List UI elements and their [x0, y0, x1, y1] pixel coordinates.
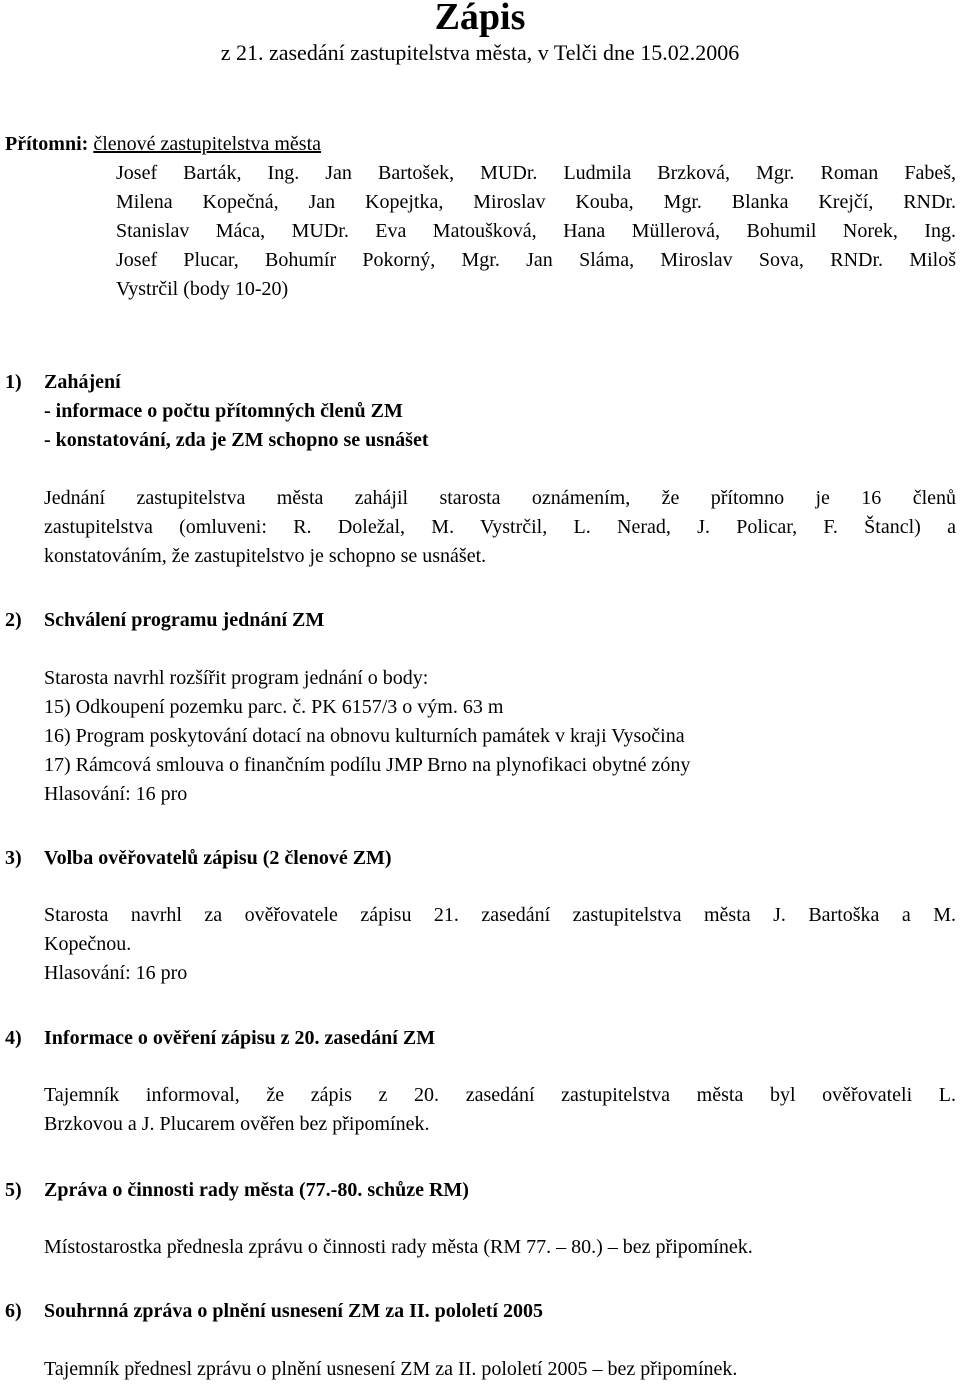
- attendance-line: Josef Barták, Ing. Jan Bartošek, MUDr. Ludmila Brzková, Mgr. Roman Fabeš,: [116, 162, 956, 184]
- document-subtitle: z 21. zasedání zastupitelstva města, v Telči dne 15.02.2006: [220, 40, 740, 65]
- item-3-line: Starosta navrhl za ověřovatele zápisu 21. zasedání zastupitelstva města J. Bartoška a M.: [44, 904, 956, 926]
- item-6-body: [44, 1355, 737, 1384]
- item-1-subpoint: - informace o počtu přítomných členů ZM: [44, 400, 403, 422]
- item-4-body: [44, 1081, 956, 1139]
- document-title: Zápis: [434, 0, 526, 38]
- attendance-line: Vystrčil (body 10-20): [116, 278, 289, 300]
- attendance-line: Stanislav Máca, MUDr. Eva Matoušková, Hana Müllerová, Bohumil Norek, Ing.: [116, 220, 956, 242]
- item-1-number: 1): [5, 371, 22, 393]
- attendance-line: Milena Kopečná, Jan Kopejtka, Miroslav Kouba, Mgr. Blanka Krejčí, RNDr.: [116, 191, 956, 213]
- item-2-line: Starosta navrhl rozšířit program jednání o body:: [44, 667, 429, 689]
- item-2-body: [44, 664, 690, 809]
- item-5-body: [44, 1233, 753, 1262]
- item-5-number: 5): [5, 1179, 22, 1201]
- item-2-line: 15) Odkoupení pozemku parc. č. PK 6157/3 o vým. 63 m: [44, 696, 504, 718]
- item-3-body: [44, 901, 956, 988]
- item-4-line: Tajemník informoval, že zápis z 20. zasedání zastupitelstva města byl ověřovateli L.: [44, 1084, 956, 1106]
- attendance-names: [116, 159, 956, 304]
- item-2-line: 17) Rámcová smlouva o finančním podílu JMP Brno na plynofikaci obytné zóny: [44, 754, 691, 776]
- item-4-heading: Informace o ověření zápisu z 20. zasedání ZM: [44, 1027, 436, 1049]
- item-2-line: Hlasování: 16 pro: [44, 783, 188, 805]
- attendance-label: Přítomni:: [5, 133, 89, 155]
- attendance-line: Josef Plucar, Bohumír Pokorný, Mgr. Jan Sláma, Miroslav Sova, RNDr. Miloš: [116, 249, 956, 271]
- attendance-label-row: [5, 130, 321, 159]
- item-6-number: 6): [5, 1300, 22, 1322]
- item-2-number: 2): [5, 609, 22, 631]
- item-4-number: 4): [5, 1027, 22, 1049]
- item-1-heading: Zahájení: [44, 371, 121, 393]
- item-1-line: konstatováním, že zastupitelstvo je schopno se usnášet.: [44, 545, 487, 567]
- item-1-line: zastupitelstva (omluveni: R. Doležal, M. Vystrčil, L. Nerad, J. Policar, F. Štancl) a: [44, 516, 956, 538]
- item-5-heading: Zpráva o činnosti rady města (77.-80. schůze RM): [44, 1179, 469, 1201]
- item-1-subpoints: [44, 397, 428, 455]
- item-2-heading: Schválení programu jednání ZM: [44, 609, 325, 631]
- item-6-heading: Souhrnná zpráva o plnění usnesení ZM za II. pololetí 2005: [44, 1300, 543, 1322]
- item-3-heading: Volba ověřovatelů zápisu (2 členové ZM): [44, 847, 392, 869]
- item-4-line: Brzkovou a J. Plucarem ověřen bez připomínek.: [44, 1113, 430, 1135]
- item-3-line: Hlasování: 16 pro: [44, 962, 188, 984]
- item-6-line: Tajemník přednesl zprávu o plnění usnesení ZM za II. pololetí 2005 – bez připomínek.: [44, 1358, 738, 1380]
- item-1-subpoint: - konstatování, zda je ZM schopno se usnášet: [44, 429, 429, 451]
- item-3-number: 3): [5, 847, 22, 869]
- item-5-line: Místostarostka přednesla zprávu o činnosti rady města (RM 77. – 80.) – bez připomínek.: [44, 1236, 753, 1258]
- item-3-line: Kopečnou.: [44, 933, 132, 955]
- item-1-line: Jednání zastupitelstva města zahájil starosta oznámením, že přítomno je 16 členů: [44, 487, 956, 509]
- item-1-body: [44, 484, 956, 571]
- attendance-group: členové zastupitelstva města: [93, 133, 322, 155]
- item-2-line: 16) Program poskytování dotací na obnovu kulturních památek v kraji Vysočina: [44, 725, 685, 747]
